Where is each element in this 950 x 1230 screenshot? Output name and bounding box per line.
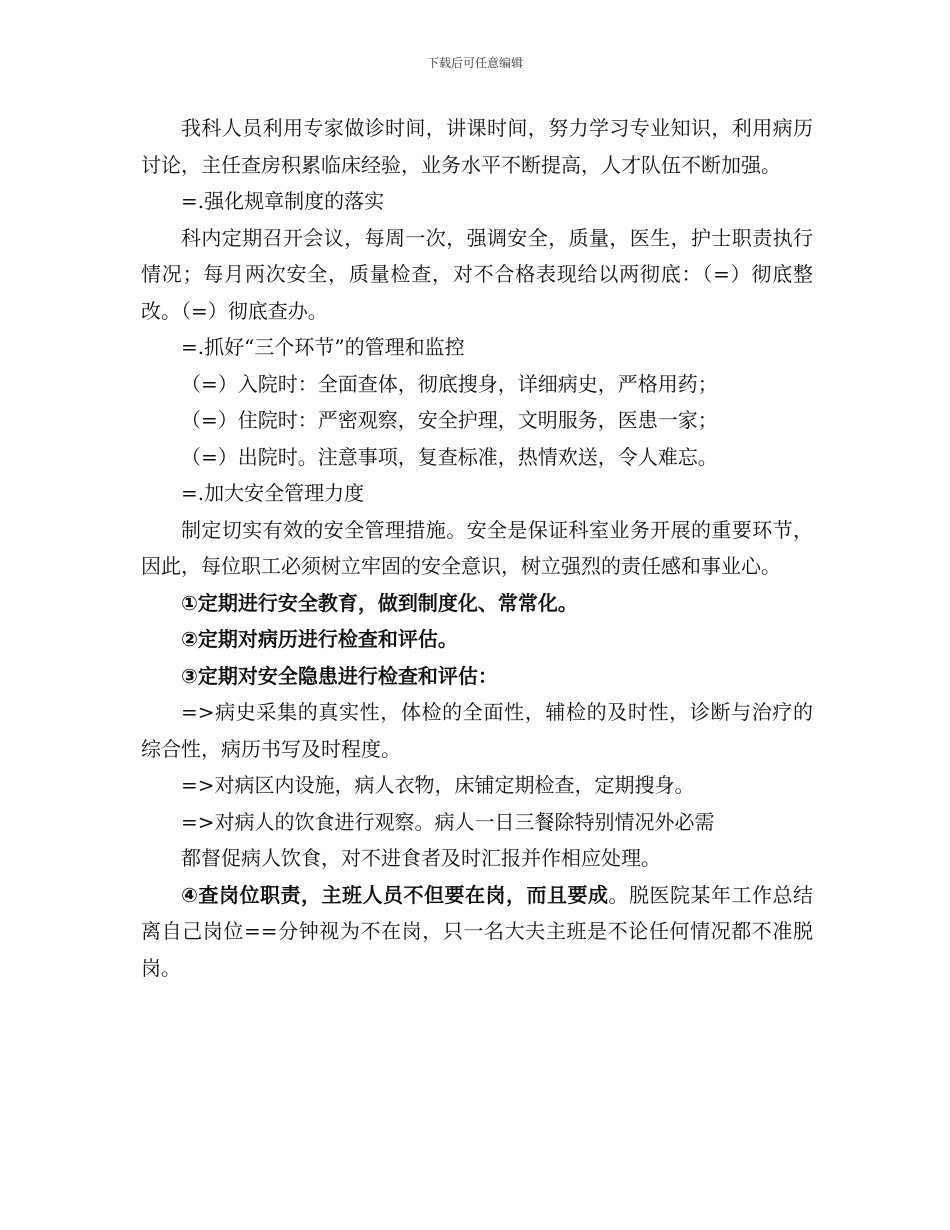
bold-item-record-check: ②定期对病历进行检查和评估。 bbox=[181, 627, 458, 651]
duty-check-rest: 。脱医院某年工作总结离自己岗位==分钟视为不在岗，只一名大夫主班是不论任何情况都不准脱岗。 bbox=[141, 882, 814, 980]
bold-item-safety-education: ①定期进行安全教育，做到制度化、常常化。 bbox=[181, 590, 578, 615]
paragraph-history-check: =>病史采集的真实性，体检的全面性，辅检的及时性，诊断与治疗的综合性，病历书写及时程度。 bbox=[141, 700, 813, 761]
paragraph-staff-learning: 我科人员利用专家做诊时间，讲课时间，努力学习专业知识，利用病历讨论，主任查房积累临床经验，业务水平不断提高，人才队伍不断加强。 bbox=[141, 116, 813, 177]
list-item-discharge: （=）出院时。注意事项，复查标准，热情欢送，令人难忘。 bbox=[181, 444, 718, 469]
paragraph-safety-measures: 制定切实有效的安全管理措施。安全是保证科室业务开展的重要环节，因此，每位职工必须树立牢固的安全意识，树立强烈的责任感和事业心。 bbox=[141, 517, 813, 578]
paragraph-duty-check bbox=[141, 877, 813, 987]
paragraph-diet-supervise: 都督促病人饮食，对不进食者及时汇报并作相应处理。 bbox=[181, 846, 661, 870]
duty-check-bold-lead: ④查岗位职责，主班人员不但要在岗，而且要成 bbox=[181, 882, 609, 907]
paragraph-diet-observe: =>对病人的饮食进行观察。病人一日三餐除特别情况外必需 bbox=[181, 809, 715, 834]
list-item-hospitalization: （=）住院时：严密观察，安全护理，文明服务，医患一家； bbox=[181, 408, 718, 432]
page-header: 下载后可任意编辑 bbox=[426, 56, 523, 70]
paragraph-meetings: 科内定期召开会议，每周一次，强调安全，质量，医生，护士职责执行情况；每月两次安全，质量检查，对不合格表现给以两彻底：（=）彻底整改。（=）彻底查办。 bbox=[141, 225, 813, 323]
document-body bbox=[141, 110, 813, 986]
section-heading-three-links: =.抓好“三个环节”的管理和监控 bbox=[181, 335, 465, 359]
list-item-admission: （=）入院时：全面查体，彻底搜身，详细病史，严格用药； bbox=[181, 371, 718, 396]
bold-item-hazard-check: ③定期对安全隐患进行检查和评估： bbox=[181, 663, 498, 688]
section-heading-safety: =.加大安全管理力度 bbox=[181, 481, 365, 505]
section-heading-rules: =.强化规章制度的落实 bbox=[181, 189, 385, 213]
paragraph-ward-check: =>对病区内设施，病人衣物，床铺定期检查，定期搜身。 bbox=[181, 773, 695, 797]
